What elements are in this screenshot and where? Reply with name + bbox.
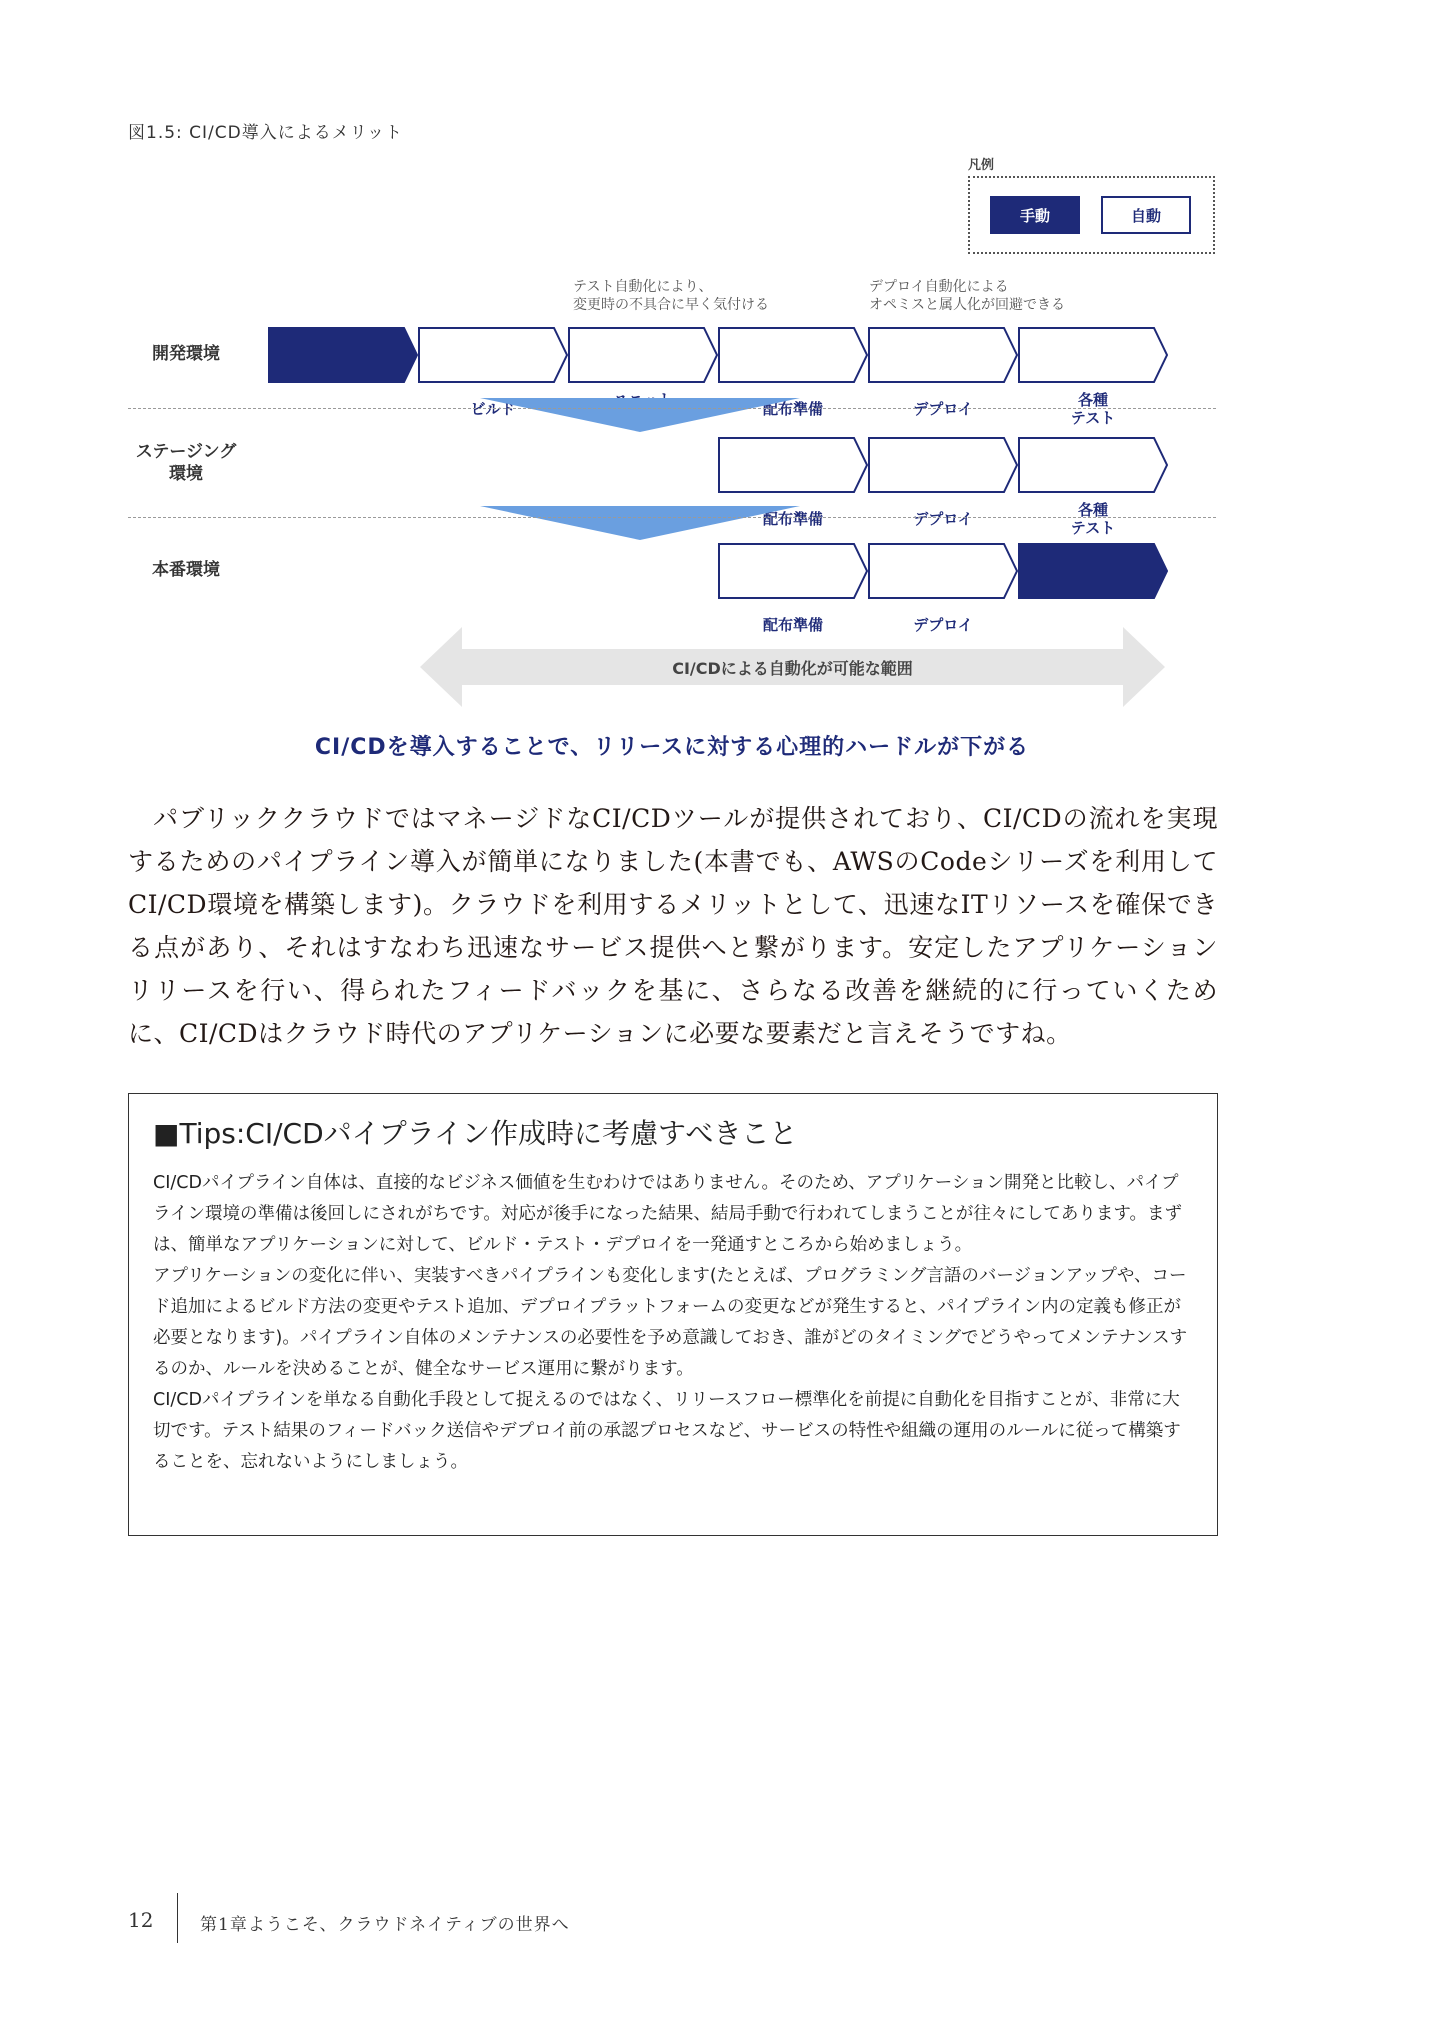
stage-prep-staging <box>718 437 868 528</box>
tips-paragraph: アプリケーションの変化に伴い、実装すべきパイプラインも変化します(たとえば、プログラミング言語のバージョンアップや、コード追加によるビルド方法の変更やテスト追加、デプロイプラットフォームの変更などが発生すると、パイプライン内の定義も修正が必要となります)。パイプライン自体のメンテナンスの必要性を予め意識しておき、誰がどのタイミングでどうやってメンテナンスするのか、ルールを決めることが、健全なサービス運用に繋がります。 <box>153 1266 1188 1379</box>
tips-box <box>128 1093 1218 1536</box>
stage-deploy-staging-label: デプロイ <box>913 510 973 528</box>
figure-caption: 図1.5: CI/CD導入によるメリット <box>128 123 404 143</box>
tips-paragraph: CI/CDパイプライン自体は、直接的なビジネス価値を生むわけではありません。そのため、アプリケーション開発と比較し、パイプライン環境の準備は後回しにされがちです。対応が後手になった結果、結局手動で行われてしまうことが往々にしてあります。まずは、簡単なアプリケーションに対して、ビルド・テスト・デプロイを一発通すところから始めましょう。 <box>153 1173 1182 1255</box>
chapter-title: 第1章ようこそ、クラウドネイティブの世界へ <box>200 1915 570 1935</box>
funnel-arrow-dev-to-staging <box>480 398 800 432</box>
stage-release <box>1018 543 1168 634</box>
stage-tests-dev-label: 各種 テスト <box>1070 391 1116 427</box>
automation-range-label: CI/CDによる自動化が可能な範囲 <box>672 659 913 678</box>
stage-tests-staging <box>1018 437 1168 537</box>
stage-deploy-prod <box>868 543 1018 634</box>
stage-merge <box>268 327 418 427</box>
stage-build <box>418 327 568 418</box>
note-unit-test: テスト自動化により、 変更時の不具合に早く気付ける <box>573 279 769 313</box>
funnel-arrow-staging-to-prod <box>480 506 800 540</box>
note-deploy: デプロイ自動化による オペミスと属人化が回避できる <box>869 279 1065 313</box>
tips-paragraph: CI/CDパイプラインを単なる自動化手段として捉えるのではなく、リリースフロー標準化を前提に自動化を目指すことが、非常に大切です。テスト結果のフィードバック送信やデプロイ前の承認プロセスなど、サービスの特性や組織の運用のルールに従って構築することを、忘れないようにしましょう。 <box>153 1390 1181 1472</box>
legend-box <box>968 176 1215 254</box>
stage-merge-label: コードの マージ処理 <box>305 391 381 427</box>
legend-title: 凡例 <box>968 158 995 173</box>
figure-headline: CI/CDを導入することで、リリースに対する心理的ハードルが下がる <box>314 735 1030 760</box>
tips-title: ■Tips:CI/CDパイプライン作成時に考慮すべきこと <box>153 1117 798 1150</box>
stage-prep-prod <box>718 543 868 634</box>
stage-prep-staging-label: 配布準備 <box>762 510 823 528</box>
body-paragraph: パブリッククラウドではマネージドなCI/CDツールが提供されており、CI/CDの流れを実現するためのパイプライン導入が簡単になりました(本書でも、AWSのCodeシリーズを利用してCI/CD環境を構築します)。クラウドを利用するメリットとして、迅速なITリソースを確保できる点があり、それはすなわち迅速なサービス提供へと繋がります。安定したアプリケーションリリースを行い、得られたフィードバックを基に、さらなる改善を継続的に行っていくために、CI/CDはクラウド時代のアプリケーションに必要な要素だと言えそうですね。 <box>128 804 1218 1048</box>
footer-divider <box>177 1893 178 1943</box>
stage-prep-dev-label: 配布準備 <box>762 400 823 418</box>
row-label-dev: 開発環境 <box>152 344 220 364</box>
legend-manual: 手動 <box>990 196 1080 234</box>
row-label-prod: 本番環境 <box>152 560 220 580</box>
page-number: 12 <box>128 1908 154 1932</box>
stage-prep-dev <box>718 327 868 418</box>
stage-deploy-staging <box>868 437 1018 528</box>
stage-unit-test <box>568 327 718 383</box>
tips-body <box>153 1168 1193 1478</box>
row-divider-2 <box>128 517 1216 518</box>
stage-tests-dev <box>1018 327 1168 427</box>
legend-auto: 自動 <box>1101 196 1191 234</box>
stage-build-label: ビルド <box>470 400 516 418</box>
row-label-staging: ステージング 環境 <box>135 442 237 484</box>
stage-deploy-prod-label: デプロイ <box>913 616 973 634</box>
stage-deploy-dev-label: デプロイ <box>913 400 973 418</box>
stage-deploy-dev <box>868 327 1018 418</box>
row-divider-1 <box>128 408 1216 409</box>
stage-prep-prod-label: 配布準備 <box>762 616 823 634</box>
stage-release-label: リリース <box>1063 616 1123 634</box>
stage-tests-staging-label: 各種 テスト <box>1070 501 1116 537</box>
